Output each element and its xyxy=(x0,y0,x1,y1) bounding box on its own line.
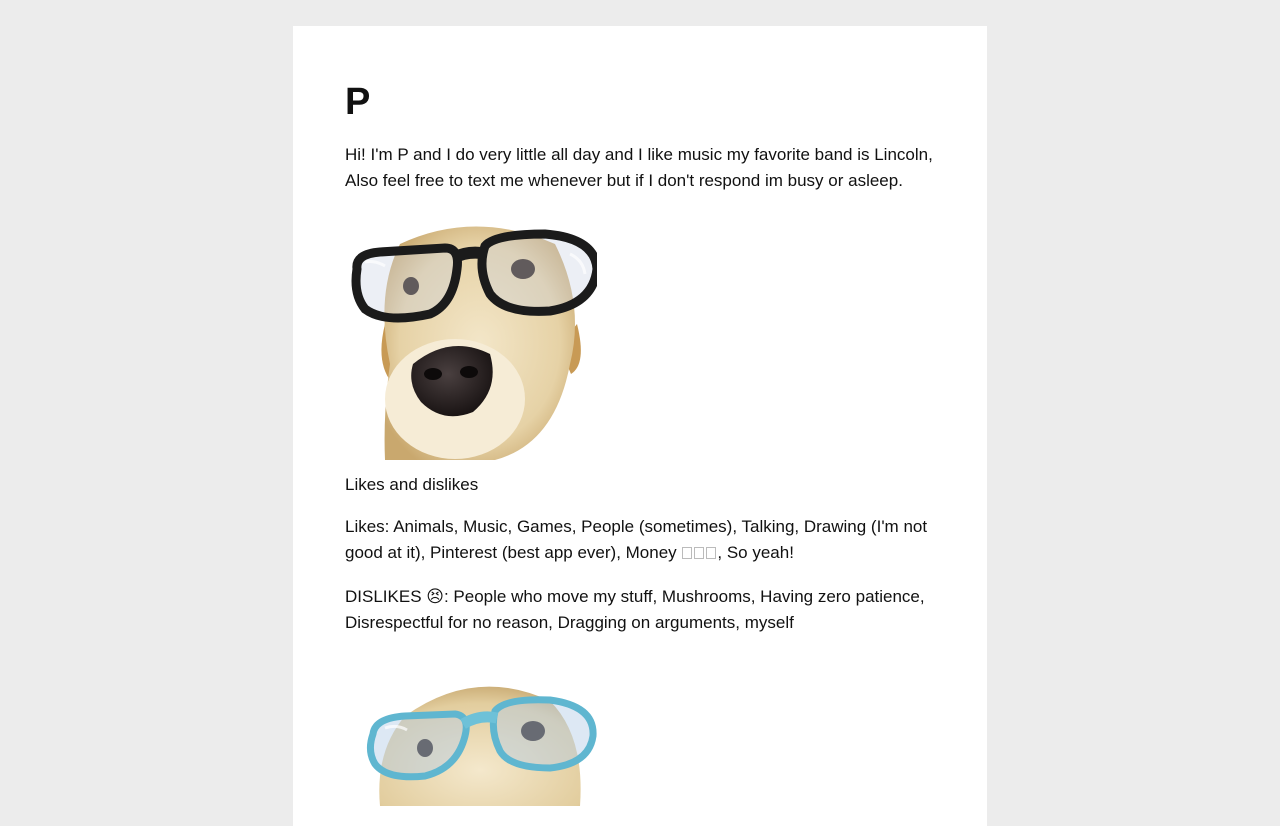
likes-text-main: Likes: Animals, Music, Games, People (sometimes), Talking, Drawing (I'm not good at it), Pinterest (best app ever), Money xyxy=(345,517,928,562)
missing-glyph-icon xyxy=(694,547,704,559)
profile-name: P xyxy=(345,81,371,123)
intro-text: Hi! I'm P and I do very little all day and I like music my favorite band is Lincoln, Also feel free to text me whenever but if I don't respond im busy or asleep. xyxy=(345,145,933,190)
dislikes-text: DISLIKES 😣: People who move my stuff, Mushrooms, Having zero patience, Disrespectful for no reason, Dragging on arguments, myself xyxy=(345,587,925,632)
likes-dislikes-heading: Likes and dislikes xyxy=(345,475,479,494)
profile-card xyxy=(293,26,987,826)
likes-text xyxy=(345,514,935,566)
missing-glyph-icon xyxy=(706,547,716,559)
puppy-black-glasses-image xyxy=(345,214,597,460)
puppy-blue-glasses-image xyxy=(345,656,597,806)
missing-glyph-icon xyxy=(682,547,692,559)
likes-text-end: , So yeah! xyxy=(717,543,794,562)
